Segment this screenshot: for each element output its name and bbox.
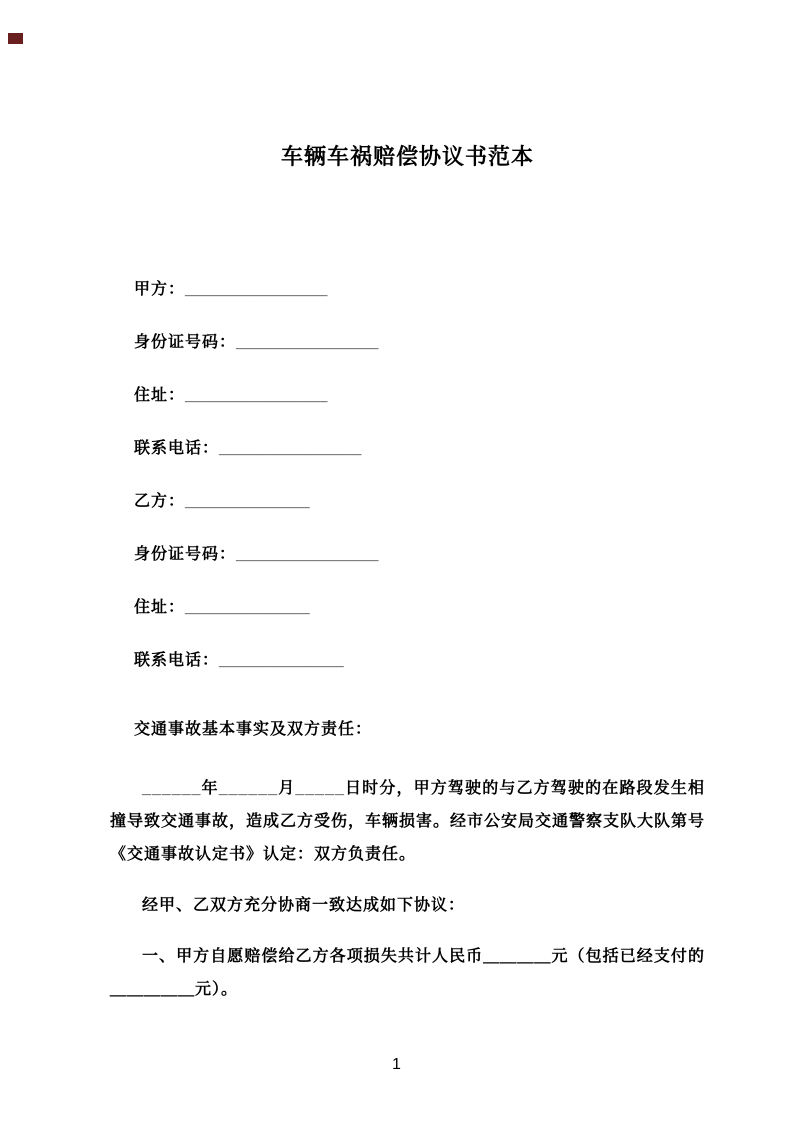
field-party-a-blank: ________________: [185, 281, 328, 298]
field-party-b-id: [134, 544, 705, 566]
document-title: 车辆车祸赔偿协议书范本: [280, 144, 534, 169]
field-party-a-id-label: 身份证号码：: [134, 334, 237, 351]
field-party-a-address-label: 住址：: [134, 387, 186, 404]
field-party-a: [134, 279, 705, 301]
facts-heading: 交通事故基本事实及双方责任：: [134, 721, 373, 738]
field-party-b-address-blank: ______________: [185, 599, 310, 616]
field-party-b-address-label: 住址：: [134, 599, 186, 616]
field-party-b-id-label: 身份证号码：: [134, 546, 237, 563]
field-party-b-address: [134, 597, 705, 619]
field-party-b-phone: [134, 650, 705, 672]
field-party-a-id: [134, 332, 705, 354]
field-party-a-id-blank: ________________: [236, 334, 379, 351]
agreement-intro: 经甲、乙双方充分协商一致达成如下协议：: [142, 897, 466, 914]
field-party-a-address-blank: ________________: [185, 387, 328, 404]
field-party-a-phone-blank: ________________: [219, 440, 362, 457]
field-party-a-address: [134, 385, 705, 407]
field-party-a-phone-label: 联系电话：: [134, 440, 220, 457]
party-info-fields: [134, 279, 705, 672]
field-party-b: [134, 491, 705, 513]
field-party-a-phone: [134, 438, 705, 460]
facts-paragraph: ______年______月_____日时分，甲方驾驶的与乙方驾驶的在路段发生相撞导致交通事故，造成乙方受伤，车辆损害。经市公安局交通警察支队大队第号《交通事故认定书》认定：双方负责任。: [110, 780, 706, 863]
corner-mark: [8, 33, 23, 44]
field-party-a-label: 甲方：: [134, 281, 186, 298]
field-party-b-id-blank: ________________: [236, 546, 379, 563]
clause-one: 一、甲方自愿赔偿给乙方各项损失共计人民币＿＿＿＿元（包括已经支付的＿＿＿＿＿元）。: [110, 948, 705, 998]
field-party-b-phone-blank: ______________: [219, 652, 344, 669]
field-party-b-phone-label: 联系电话：: [134, 652, 220, 669]
field-party-b-blank: ______________: [185, 493, 310, 510]
page-number: 1: [392, 1056, 401, 1073]
field-party-b-label: 乙方：: [134, 493, 186, 510]
